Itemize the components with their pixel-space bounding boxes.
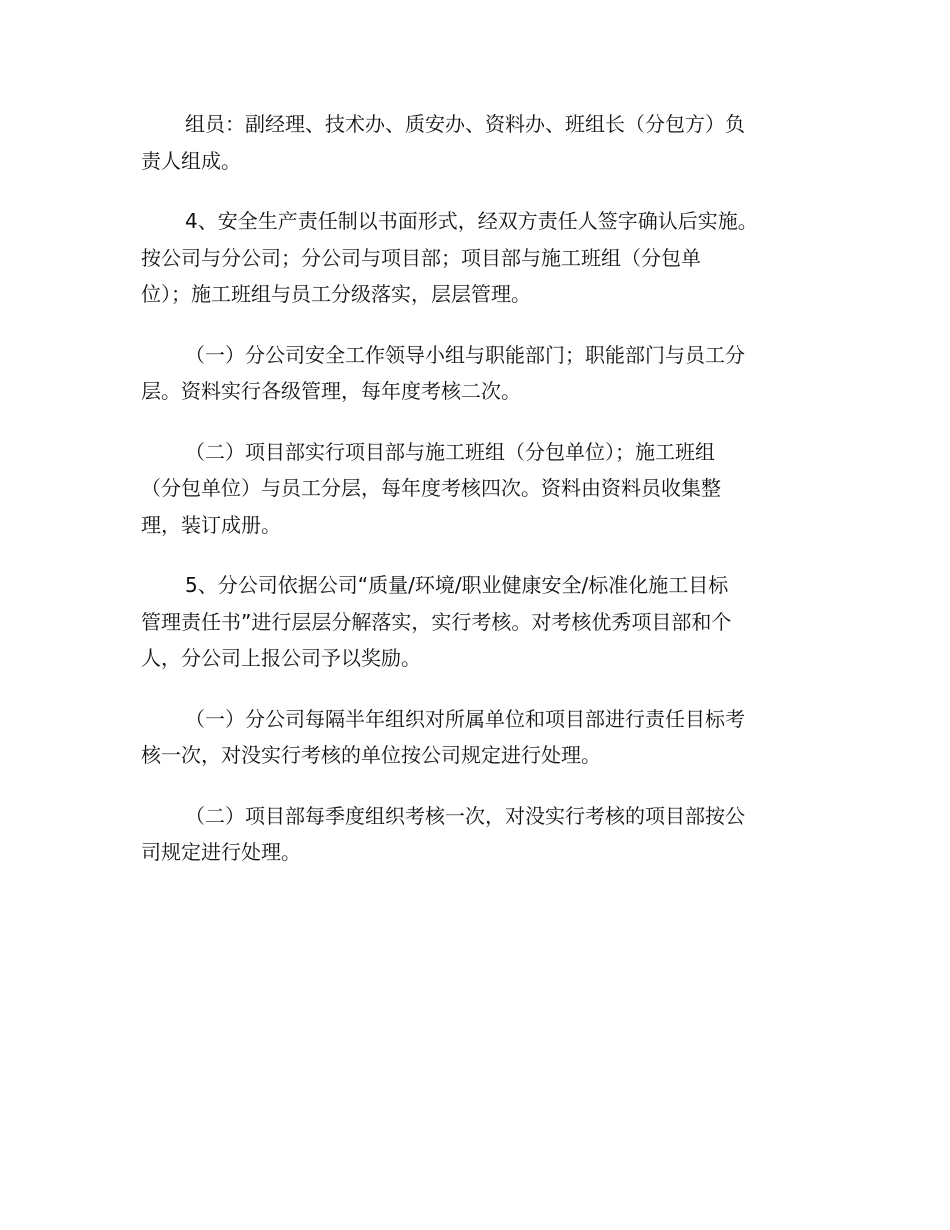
line: （分包单位）与员工分层，每年度考核四次。资料由资料员收集整 — [141, 476, 721, 500]
line: （二）项目部每季度组织考核一次，对没实行考核的项目部按公 — [185, 803, 745, 828]
paragraph-members — [141, 106, 801, 179]
line: 位）；施工班组与员工分级落实，层层管理。 — [141, 282, 531, 306]
line: 司规定进行处理。 — [141, 840, 301, 864]
line: （二）项目部实行项目部与施工班组（分包单位）；施工班组 — [185, 439, 715, 464]
line: 层。资料实行各级管理，每年度考核二次。 — [141, 379, 521, 403]
paragraph-item-5 — [141, 567, 801, 677]
paragraph-item-4-2 — [141, 434, 801, 544]
line: 组员：副经理、技术办、质安办、资料办、班组长（分包方）负 — [185, 112, 745, 136]
line: 核一次，对没实行考核的单位按公司规定进行处理。 — [141, 743, 601, 767]
line: 人，分公司上报公司予以奖励。 — [141, 646, 421, 670]
line: 5、分公司依据公司“质量/环境/职业健康安全/标准化施工目标 — [185, 573, 729, 597]
paragraph-item-5-2 — [141, 798, 801, 871]
line: 责人组成。 — [141, 148, 241, 173]
paragraph-item-4 — [141, 203, 801, 313]
line: 按公司与分公司；分公司与项目部；项目部与施工班组（分包单 — [141, 245, 701, 270]
paragraph-item-5-1 — [141, 701, 801, 774]
line: （一）分公司安全工作领导小组与职能部门；职能部门与员工分 — [185, 342, 745, 367]
paragraph-item-4-1 — [141, 337, 801, 410]
line: 理，装订成册。 — [141, 512, 281, 537]
line: 4、安全生产责任制以书面形式，经双方责任人签字确认后实施。 — [185, 209, 758, 233]
line: 管理责任书”进行层层分解落实，实行考核。对考核优秀项目部和个 — [141, 609, 732, 634]
document-body — [141, 106, 801, 895]
line: （一）分公司每隔半年组织对所属单位和项目部进行责任目标考 — [185, 706, 745, 731]
